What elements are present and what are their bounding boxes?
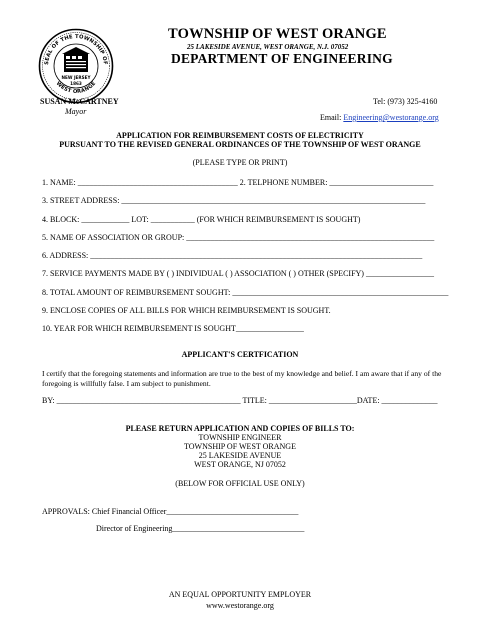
form-title-line1: APPLICATION FOR REIMBURSEMENT COSTS OF ELECTRICITY (116, 131, 364, 140)
form-item-address[interactable]: 6. ADDRESS: ___________________________________________________________________________________ (42, 251, 423, 260)
form-item-year[interactable]: 10. YEAR FOR WHICH REIMBURSEMENT IS SOUGHT_________________ (42, 324, 304, 333)
seal-ring-top-text: SEAL OF THE TOWNSHIP OF (43, 33, 109, 66)
footer-website[interactable]: www.westorange.org (206, 601, 274, 610)
form-item-association[interactable]: 5. NAME OF ASSOCIATION OR GROUP: ______________________________________________________________ (42, 233, 435, 242)
form-item-service-payments[interactable]: 7. SERVICE PAYMENTS MADE BY ( ) INDIVIDUAL ( ) ASSOCIATION ( ) OTHER (SPECIFY) _________________ (42, 269, 434, 278)
department-title: DEPARTMENT OF ENGINEERING (171, 51, 393, 66)
form-item-total-amount[interactable]: 8. TOTAL AMOUNT OF REIMBURSEMENT SOUGHT: ______________________________________________________ (42, 288, 449, 297)
form-title-line2: PURSUANT TO THE REVISED GENERAL ORDINANCES OF THE TOWNSHIP OF WEST ORANGE (59, 140, 421, 149)
return-line-3: 25 LAKESIDE AVENUE (198, 451, 282, 460)
approval-cfo[interactable]: APPROVALS: Chief Financial Officer_________________________________ (42, 507, 299, 516)
form-item-name-phone[interactable]: 1. NAME: ________________________________________ 2. TELPHONE NUMBER: __________________________ (42, 178, 434, 187)
signature-line[interactable]: BY: ______________________________________________ TITLE: ______________________DATE: ______________ (42, 396, 438, 405)
form-item-block-lot[interactable]: 4. BLOCK: ____________ LOT: ___________ (FOR WHICH REIMBURSEMENT IS SOUGHT) (42, 215, 361, 224)
return-line-1: TOWNSHIP ENGINEER (198, 433, 282, 442)
email-link[interactable]: Engineering@westorange.org (343, 113, 439, 122)
mayor-name: SUSAN McCARTNEY (40, 97, 119, 106)
mayor-title: Mayor (65, 107, 87, 116)
email-line (320, 113, 439, 122)
official-use-heading: (BELOW FOR OFFICIAL USE ONLY) (175, 479, 305, 488)
form-item-street-address[interactable]: 3. STREET ADDRESS: ____________________________________________________________________________ (42, 196, 426, 205)
seal-state-text: NEW JERSEY (61, 75, 91, 80)
approval-director[interactable]: Director of Engineering_________________________________ (96, 524, 305, 533)
footer-eoe: AN EQUAL OPPORTUNITY EMPLOYER (168, 590, 312, 599)
return-line-4: WEST ORANGE, NJ 07052 (194, 460, 286, 469)
seal-year-text: 1863 (70, 81, 82, 86)
certification-text: I certify that the foregoing statements and information are true to the best of my knowledge and belief. I am aware that if any of the foregoing is willfully false. I am subject to punishment. (42, 369, 442, 388)
township-seal-logo (38, 28, 114, 104)
form-instruction: (PLEASE TYPE OR PRINT) (192, 158, 288, 167)
certification-heading: APPLICANT'S CERTFICATION (181, 350, 299, 359)
telephone: Tel: (973) 325-4160 (373, 97, 438, 106)
return-heading: PLEASE RETURN APPLICATION AND COPIES OF BILLS TO: (125, 424, 355, 433)
email-label: Email: (320, 113, 344, 122)
seal-ring-bottom-text: WEST ORANGE (54, 80, 98, 96)
form-item-enclose-bills: 9. ENCLOSE COPIES OF ALL BILLS FOR WHICH REIMBURSEMENT IS SOUGHT. (42, 306, 331, 315)
return-line-2: TOWNSHIP OF WEST ORANGE (184, 442, 296, 451)
township-address: 25 LAKESIDE AVENUE, WEST ORANGE, N.J. 07052 (187, 43, 349, 51)
township-title: TOWNSHIP OF WEST ORANGE (168, 26, 387, 42)
